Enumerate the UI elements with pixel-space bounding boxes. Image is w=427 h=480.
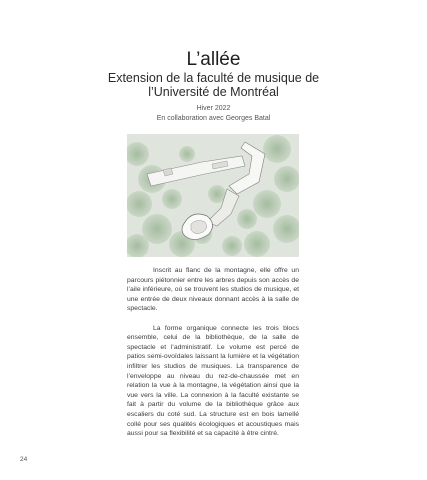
project-subtitle [0, 71, 427, 99]
page-title: L’allée [186, 49, 241, 70]
page-number: 24 [20, 456, 28, 463]
paragraph-2: La forme organique connecte les trois blocs ensemble, celui de la bibliothèque, de la salle de spectacle et l’administratif. Le volume est percé de patios semi-ovoïdales laissant la lumière et la végétation infiltrer les studios de musiques. La transparence de l’enveloppe au niveau du rez-de-chaussée met en relation la vue à la montagne, la végétation ainsi que la vue vers la ville. La connexion à la faculté existante se fait à partir du volume de la bibliothèque grâce aux escaliers du coté sud. La structure est en bois lamellé collé pour ses qualités écologiques et acoustiques mais aussi pour sa flexibilité et sa capacité à être cintré. [127, 324, 299, 438]
site-plan-image [127, 134, 299, 257]
body-text [127, 266, 299, 448]
project-meta [0, 104, 427, 124]
subtitle-line-2: l’Université de Montréal [148, 85, 279, 99]
season-label: Hiver 2022 [196, 105, 231, 112]
subtitle-line-1: Extension de la faculté de musique de [107, 71, 320, 85]
collaboration-label: En collaboration avec Georges Batal [156, 115, 271, 122]
paragraph-1: Inscrit au flanc de la montagne, elle offre un parcours piétonnier entre les arbres depuis son accès de l’aile inférieure, où se trouvent les studios de musique, et une entrée de deux niveaux donnant accès à la salle de spectacle. [127, 267, 299, 313]
